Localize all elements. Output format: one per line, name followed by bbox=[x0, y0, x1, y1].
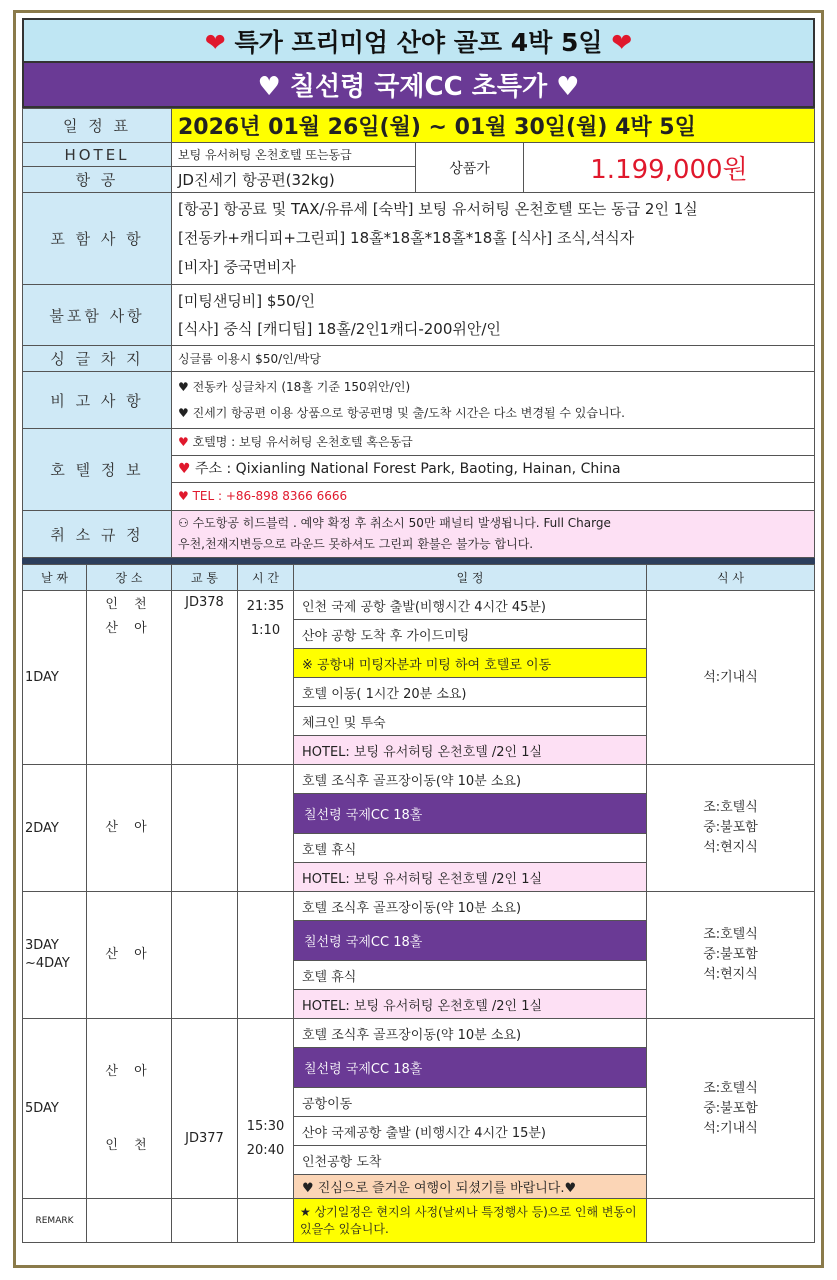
itinerary-item: 호텔 휴식 bbox=[294, 961, 647, 990]
include-label: 포 함 사 항 bbox=[23, 193, 172, 285]
subtitle-bar bbox=[23, 62, 814, 107]
heart-icon: ♥ bbox=[178, 461, 191, 477]
hotel-label: HOTEL bbox=[23, 143, 172, 167]
itinerary-item: 호텔 조식후 골프장이동(약 10분 소요) bbox=[294, 1019, 647, 1048]
cancel-line: 우천,천재지변등으로 라운드 못하셔도 그린피 환불은 불가능 합니다. bbox=[178, 537, 534, 551]
hotelinfo-label: 호 텔 정 보 bbox=[23, 429, 172, 511]
remark-empty bbox=[87, 1199, 172, 1243]
day-label: 5DAY bbox=[23, 1019, 87, 1199]
day-transport bbox=[172, 765, 238, 892]
heart-icon: ♥ bbox=[302, 1181, 314, 1196]
golf-course-item: 칠선령 국제CC 18홀 bbox=[294, 921, 647, 961]
heart-icon: ♥ bbox=[564, 1181, 577, 1196]
day-transport: JD377 bbox=[172, 1019, 238, 1199]
day-label: 3DAY ~4DAY bbox=[23, 892, 87, 1019]
schedule-label: 일 정 표 bbox=[23, 109, 172, 143]
col-header-time: 시 간 bbox=[238, 565, 294, 591]
day-label: 2DAY bbox=[23, 765, 87, 892]
include-line: [전동카+캐디피+그린피] 18홀*18홀*18홀*18홀 [식사] 조식,석식자 bbox=[178, 229, 635, 247]
single-value: 싱글룸 이용시 $50/인/박당 bbox=[172, 346, 815, 372]
day-meals: 조:호텔식 중:불포함 석:현지식 bbox=[647, 765, 815, 892]
itinerary-note: ※ 공항내 미팅자분과 미팅 하여 호텔로 이동 bbox=[294, 649, 647, 678]
itinerary-item: 산야 국제공항 출발 (비행시간 4시간 15분) bbox=[294, 1117, 647, 1146]
golf-course-item: 칠선령 국제CC 18홀 bbox=[294, 1048, 647, 1088]
remark-empty bbox=[172, 1199, 238, 1243]
remark-text: ★ 상기일정은 현지의 사정(날씨나 특정행사 등)으로 인해 변동이 있을수 있습니다. bbox=[294, 1199, 647, 1243]
heart-icon: ♥ bbox=[178, 489, 189, 503]
remark-empty bbox=[238, 1199, 294, 1243]
itinerary-item: 호텔 이동( 1시간 20분 소요) bbox=[294, 678, 647, 707]
day-meals: 조:호텔식 중:불포함 석:기내식 bbox=[647, 1019, 815, 1199]
itinerary-document bbox=[22, 18, 815, 1243]
info-table bbox=[22, 108, 815, 558]
day-meals: 조:호텔식 중:불포함 석:현지식 bbox=[647, 892, 815, 1019]
itinerary-hotel: HOTEL: 보팅 유서허팅 온천호텔 /2인 1실 bbox=[294, 736, 647, 765]
remark-row bbox=[23, 1199, 815, 1243]
include-line: [항공] 항공료 및 TAX/유류세 [숙박] 보팅 유서허팅 온천호텔 또는 동급 2인 1실 bbox=[178, 200, 698, 218]
day2-row bbox=[23, 765, 815, 794]
cancel-line: ⚇ 수도항공 히드블럭 . 예약 확정 후 취소시 50만 패널티 발생됩니다. Full Charge bbox=[178, 516, 611, 530]
heart-icon: ❤ bbox=[611, 27, 633, 57]
itinerary-item: 인천공항 도착 bbox=[294, 1146, 647, 1175]
col-header-date: 날 짜 bbox=[23, 565, 87, 591]
hotel-value: 보팅 유서허팅 온천호텔 또는동급 bbox=[172, 143, 416, 167]
subtitle: 칠선령 국제CC 초특가 bbox=[289, 72, 548, 102]
itinerary-hotel: HOTEL: 보팅 유서허팅 온천호텔 /2인 1실 bbox=[294, 990, 647, 1019]
cancel-list bbox=[172, 511, 815, 558]
remarks-label: 비 고 사 항 bbox=[23, 372, 172, 429]
day5-row bbox=[23, 1019, 815, 1048]
include-line: [비자] 중국면비자 bbox=[178, 258, 296, 276]
heart-icon: ♥ bbox=[178, 380, 189, 394]
golf-course-item: 칠선령 국제CC 18홀 bbox=[294, 794, 647, 834]
closing-message: ♥ 진심으로 즐거운 여행이 되셨기를 바랍니다.♥ bbox=[294, 1175, 647, 1199]
exclude-line: [식사] 중식 [캐디팁] 18홀/2인1캐디-200위안/인 bbox=[178, 320, 501, 338]
hotelinfo-line: ♥ TEL : +86-898 8366 6666 bbox=[178, 489, 348, 503]
remark-line: ♥ 전동카 싱글차지 (18홀 기준 150위안/인) bbox=[178, 380, 411, 394]
people-icon: ⚇ bbox=[178, 516, 189, 530]
hotelinfo-list bbox=[172, 429, 815, 511]
day-times: 21:35 1:10 bbox=[238, 591, 294, 765]
day-transport bbox=[172, 892, 238, 1019]
itinerary-item: 산야 공항 도착 후 가이드미팅 bbox=[294, 620, 647, 649]
schedule-header-row bbox=[23, 565, 815, 591]
day-meals: 석:기내식 bbox=[647, 591, 815, 765]
price-value: 1.199,000원 bbox=[524, 143, 815, 193]
remark-line: ♥ 진세기 항공편 이용 상품으로 항공편명 및 출/도착 시간은 다소 변경될 수 있습니다. bbox=[178, 406, 625, 420]
price-label: 상품가 bbox=[416, 143, 524, 193]
day-places: 인 천 산 아 bbox=[87, 591, 172, 765]
day1-row bbox=[23, 591, 815, 620]
single-label: 싱 글 차 지 bbox=[23, 346, 172, 372]
day-times: 15:30 20:40 bbox=[238, 1019, 294, 1199]
schedule-table bbox=[22, 564, 815, 1243]
exclude-line: [미팅샌딩비] $50/인 bbox=[178, 292, 316, 310]
day-places: 산 아 bbox=[87, 765, 172, 892]
day-label: 1DAY bbox=[23, 591, 87, 765]
itinerary-item: 공항이동 bbox=[294, 1088, 647, 1117]
air-value: JD진세기 항공편(32kg) bbox=[172, 167, 416, 193]
include-list bbox=[172, 193, 815, 285]
itinerary-item: 호텔 조식후 골프장이동(약 10분 소요) bbox=[294, 892, 647, 921]
heart-icon: ♥ bbox=[556, 72, 580, 102]
hotelinfo-line: ♥ 호텔명 : 보팅 유서허팅 온천호텔 혹은동급 bbox=[172, 429, 814, 456]
day3-row bbox=[23, 892, 815, 921]
remark-empty bbox=[647, 1199, 815, 1243]
main-title: 특가 프리미엄 산야 골프 4박 5일 bbox=[234, 27, 603, 57]
header-table bbox=[22, 18, 815, 108]
heart-icon: ♥ bbox=[178, 435, 189, 449]
exclude-label: 불포함 사항 bbox=[23, 285, 172, 346]
remarks-list bbox=[172, 372, 815, 429]
day-transport: JD378 bbox=[172, 591, 238, 765]
schedule-value: 2026년 01월 26일(월) ~ 01월 30일(월) 4박 5일 bbox=[172, 109, 815, 143]
col-header-itinerary: 일 정 bbox=[294, 565, 647, 591]
remark-label: REMARK bbox=[23, 1199, 87, 1243]
day-places: 산 아 bbox=[87, 892, 172, 1019]
day-places: 산 아 인 천 bbox=[87, 1019, 172, 1199]
cancel-label: 취 소 규 정 bbox=[23, 511, 172, 558]
itinerary-item: 인천 국제 공항 출발(비행시간 4시간 45분) bbox=[294, 591, 647, 620]
col-header-transport: 교 통 bbox=[172, 565, 238, 591]
col-header-meal: 식 사 bbox=[647, 565, 815, 591]
day-times bbox=[238, 892, 294, 1019]
heart-icon: ♥ bbox=[257, 72, 281, 102]
day-times bbox=[238, 765, 294, 892]
itinerary-hotel: HOTEL: 보팅 유서허팅 온천호텔 /2인 1실 bbox=[294, 863, 647, 892]
itinerary-item: 호텔 조식후 골프장이동(약 10분 소요) bbox=[294, 765, 647, 794]
heart-icon: ♥ bbox=[178, 406, 189, 420]
air-label: 항 공 bbox=[23, 167, 172, 193]
col-header-place: 장 소 bbox=[87, 565, 172, 591]
itinerary-item: 체크인 및 투숙 bbox=[294, 707, 647, 736]
hotelinfo-line: ♥ 주소 : Qixianling National Forest Park, Baoting, Hainan, China bbox=[172, 456, 814, 483]
itinerary-item: 호텔 휴식 bbox=[294, 834, 647, 863]
main-title-bar bbox=[23, 19, 814, 62]
heart-icon: ❤ bbox=[204, 27, 226, 57]
exclude-list bbox=[172, 285, 815, 346]
